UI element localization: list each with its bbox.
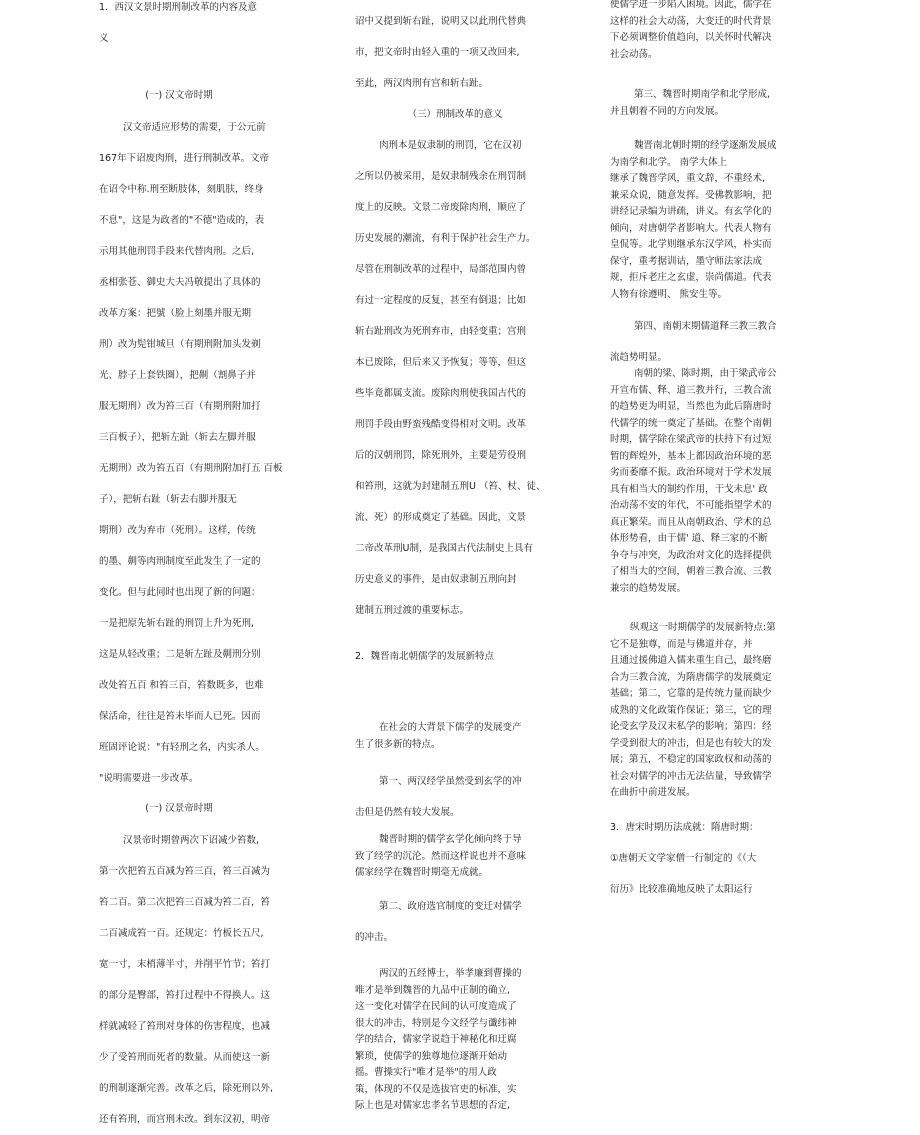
jing-paragraph-line: 二百减成笞一百。还规定：竹板长五尺, [99,928,264,939]
meaning-paragraph [355,130,545,626]
point-3-body-line: 人物有徐遵明、 熊安生等。 [610,288,728,300]
point-2-body-line: 繁琐，使儒学的独尊地位逐渐开始动 [355,1050,508,1062]
section-3-items-line: ①唐朝天文学家僧一行制定的《（大 [610,853,757,864]
section-3-heading [610,812,759,843]
section-2-heading-line: 2．魏晋南北朝儒学的发展新特点 [355,651,495,662]
intro-paragraph-line: 在社会的大背景下儒学的发展变产 [379,722,522,733]
point-4-body-line: 真正繁荣。而且从南朝政治、学术的总 [610,516,772,528]
jing-paragraph-line: 笞二百。第二次把笞三百减为笞二百，笞 [99,897,271,908]
carry-paragraph-line: 至此，两汉肉刑有宫和斩右趾。 [355,78,489,89]
point-3-line: 并且朝着不同的方向发展。 [610,105,725,117]
meaning-paragraph-line: 尽管在刑制改革的过程中，局部范围内曾 [355,264,527,275]
summary-body-line: 它不是独尊，而是与佛道并存，并 [610,638,753,650]
wen-heading-line: (一) 汉文帝时期 [145,90,213,101]
wen-paragraph-line: 丞相张苍、御史大夫冯敬提出了具体的 [99,277,261,288]
jing-paragraph-line: 宽一寸，末梢薄半寸，并削平竹节；笞打 [99,959,271,970]
section-3-heading-line: 3．唐宋时期历法成就：隋唐时期： [610,822,759,833]
point-3-body-line: 讲经记录编为讲疏，讲义。有玄学化的 [610,206,772,217]
point-1-body-line: 儒家经学在魏晋时期毫无成就。 [355,867,489,878]
wen-paragraph-line: 在诏令中称.刑至断肢体，刻肌肤，终身 [99,184,264,195]
wen-paragraph-line: 保活命，往往是笞未毕而人已死。因而 [99,711,261,722]
point-1-line: 击但是仍然有较大发展。 [355,807,460,818]
meaning-paragraph-line: 之所以仍被采用，是奴隶制残余在刑罚制 [355,171,527,182]
meaning-paragraph-line: 建制五刑过渡的重要标志。 [355,605,470,616]
wen-paragraph-line: 167年下诏废肉刑，进行刑制改革。文帝 [99,153,270,164]
section-1-heading [99,0,257,54]
meaning-paragraph-line: 历史意义的事件，是由奴隶制五刑向封 [355,574,517,585]
wen-paragraph-line: "说明需要进一步改革。 [99,773,199,784]
wen-paragraph-line: 期刑）改为弃市（死刑）。这样，传统 [99,525,256,536]
carry-paragraph [355,6,526,99]
point-4-body-line: 暂的辉煌外，基本上都因政治环境的恶 [610,450,772,462]
point-4-line: 第四、南朝末期儒道释三教三教合 [634,321,777,332]
meaning-heading-line: （三）刑制改革的意义 [407,109,503,120]
wen-paragraph-line: 的墨、劓等肉刑制度至此发生了一定的 [99,556,261,567]
wen-heading [99,80,259,111]
point-4-body-line: 了相当大的空间，朝着三教合流、三教 [610,566,772,577]
meaning-heading [355,99,555,130]
point-3-body-line: 倾向，对唐朝学者影响大。代表人物有 [610,222,772,234]
point-4-body-line: 具有相当大的制约作用，干戈未息' 政 [610,483,768,495]
meaning-paragraph-line: 些毕竟都属支流。废除肉刑使我国古代的 [355,388,527,399]
jing-paragraph-line: 汉景帝时期曾两次下诏减少笞数, [123,835,260,846]
meaning-paragraph-line: 刑罚手段由野蛮残酷变得相对文明。改革 [355,419,527,430]
intro-paragraph [355,720,522,753]
wen-paragraph-line: 子），把斩右趾（斩去右脚并服无 [99,494,237,505]
point-2-body-line: 唯才是举到魏晋的九品中正制的确立, [355,984,511,996]
carry-paragraph-line: 诏中又提到斩右趾，说明又以此刑代替典 [355,16,527,27]
section-3-items-line: 衍历》比较准确地反映了太阳运行 [610,884,753,895]
point-4-body-line: 争夺与冲突，为政治对文化的选择提供 [610,549,772,561]
summary-body-line: 在曲折中前进发展。 [610,787,696,798]
wen-paragraph [99,112,283,794]
wen-paragraph-line: 改处笞五百 和笞三百，笞数既多，也难 [99,680,264,691]
wen-paragraph-line: 三百板子），把斩左趾（斩去左脚并服 [99,432,256,443]
carry-paragraph-3-line: 使儒学进一步陷入困境。因此，儒学在 [610,0,772,10]
point-3 [610,87,770,120]
point-2-body-line: 很大的冲击，特别是今文经学与谶纬神 [355,1017,517,1029]
point-4-line: 流趋势明显。 [610,352,668,363]
wen-paragraph-line: 变化。但与此同时也出现了新的问题： [99,587,261,598]
meaning-paragraph-line: 本已废除，但后来又予恢复；等等，但这 [355,357,527,368]
summary-body-line: 基础；第二，它靠的是传统力量而缺少 [610,688,772,699]
wen-paragraph-line: 改革方案：把號（脸上刻墨并服无期 [99,308,252,319]
meaning-paragraph-line: 和笞刑，这就为封建制五刑U （笞、杖、徒、 [355,481,546,492]
summary-body-line: 论受玄学及汉末私学的影响；第四：经 [610,721,772,732]
point-1-body-line: 魏晋时期的儒学玄学化倾向终于导 [379,834,522,845]
meaning-paragraph-line: 肉刑本是奴隶制的刑罚，它在汉初 [379,140,522,151]
point-4 [610,311,777,373]
wen-paragraph-line: 一是把原先斩右趾的刑罚上升为死刑, [99,618,255,629]
summary-body-line: 且通过援佛道入儒来重生自己，最终磨 [610,655,772,666]
jing-heading-line: (一) 汉景帝时期 [145,803,213,814]
point-2-line: 的冲击。 [355,932,394,943]
wen-paragraph-line: 无期刑）改为笞五百（有期刑附加打五 百板 [99,463,283,474]
point-2-body [355,966,522,1115]
jing-paragraph-line: 样就减轻了笞刑对身体的伤害程度，也减 [99,1021,271,1032]
point-2-body-line: 摇。曹操实行"唯才是举"的用人政 [355,1067,497,1078]
intro-paragraph-line: 生了很多新的特点。 [355,738,441,750]
meaning-paragraph-line: 流、死）的形成奠定了基础。因此，文景 [355,512,527,523]
carry-paragraph-3-line: 这样的社会大动荡，大变迁的时代背景 [610,15,772,27]
section-1-heading-line: 1．西汉文景时期刑制改革的内容及意 [99,2,258,13]
point-4-body-line: 代儒学的统一奠定了基础。在整个南朝 [610,417,772,429]
jing-paragraph [99,825,273,1135]
wen-paragraph-line: 不息"，这是为政者的"不德"造成的，表 [99,215,265,226]
point-2-body-line: 际上也是对儒家忠孝名节思想的否定, [355,1100,511,1111]
section-1-heading-line: 义 [99,33,109,44]
wen-paragraph-line: 班固评论说："有轻刑之名，内实杀人。 [99,742,265,753]
point-3-body-line: 魏晋南北朝时期的经学逐渐发展成 [634,140,777,151]
jing-heading [99,793,259,824]
summary-body-line: 成熟的文化政策作保证；第三，它的理 [610,704,772,716]
point-3-body-line: 皇侃等。北学则继承东汉学风，朴实而 [610,239,772,250]
meaning-paragraph-line: 二帝改革刑U制，是我国古代法制史上具有 [355,543,533,554]
meaning-paragraph-line: 斩右趾刑改为死刑弃市，由轻变重；宫刑 [355,326,527,337]
point-1-body-line: 致了经学的沉沦。然而这样说也并不意味 [355,850,527,862]
wen-paragraph-line: 刑）改为髡钳城旦（有期刑附加头发剃 [99,339,261,350]
point-4-body-line: 开宣布儒、释、道三教并行，三教合流 [610,384,772,396]
point-4-body-line: 劣而萎靡不振。政治环境对于学术发展 [610,467,772,478]
section-3-items [610,843,756,905]
point-2 [355,891,522,953]
summary-body-line: 展；第五，不稳定的国家政权和动荡的 [610,754,772,765]
carry-paragraph-3-line: 社会动荡。 [610,48,658,60]
wen-paragraph-line: 汉文帝适应形势的需要，于公元前 [123,122,266,133]
wen-paragraph-line: 这是从轻改重；二是斩左趾及劓刑分别 [99,649,261,660]
point-4-body-line: 的趋势更为明显，当然也为此后隋唐时 [610,401,772,412]
meaning-paragraph-line: 有过一定程度的反复，甚至有倒退；比如 [355,295,527,306]
point-2-body-line: 学的结合，儒家学说趋于神秘化和迂腐 [355,1034,517,1045]
summary-body-line: 社会对儒学的冲击无法估量，导致儒学 [610,770,772,782]
point-3-body [610,138,777,303]
point-1-line: 第一、两汉经学虽然受到玄学的冲 [379,776,522,787]
carry-paragraph-line: 市，把文帝时由轻入重的一项又改回来, [355,47,520,58]
summary-body-line: 学受到很大的冲击，但是也有较大的发 [610,737,772,749]
meaning-paragraph-line: 历史发展的潮流，有利于保护社会生产力。 [355,233,536,244]
point-4-body-line: 时期，儒学除在梁武帝的扶持下有过短 [610,434,772,445]
point-3-body-line: 规，拒斥老庄之玄虚，崇尚儒道。代表 [610,272,772,283]
carry-paragraph-3-line: 下必须调整价值趋向，以关怀时代解决 [610,32,772,43]
summary-body-line: 纵观这一时期儒学的发展新特点:第 [630,622,776,633]
point-4-body [610,366,777,597]
point-3-body-line: 为南学和北学。 南学大体上 [610,156,728,168]
point-3-body-line: 兼采众说，随意发挥。受佛教影响，把 [610,189,772,201]
point-2-body-line: 这一变化对儒学在民间的认可度造成了 [355,1001,517,1012]
point-3-body-line: 保守，重考据训诂，墨守师法家法成 [610,255,763,267]
point-4-body-line: 体形势看，由于儒' 道、释三家的不断 [610,533,768,544]
point-2-body-line: 策，体现的不仅是选拔官吏的标准，实 [355,1083,517,1095]
jing-paragraph-line: 还有笞刑，而宫刑未改。到东汉初，明帝 [99,1114,271,1125]
wen-paragraph-line: 光、脖子上套铁圈），把劓（割鼻子并 [99,370,256,381]
point-3-body-line: 继承了魏晋学风，重文辞，不重经术, [610,173,766,184]
point-4-body-line: 治动荡不安的年代，不可能指望学术的 [610,500,772,511]
jing-paragraph-line: 第一次把笞五百减为笞三百，笞三百减为 [99,866,271,877]
meaning-paragraph-line: 后的汉朝刑罚，除死刑外，主要是劳役刑 [355,450,527,461]
summary-body [610,620,776,802]
carry-paragraph-3 [610,0,772,63]
point-2-body-line: 两汉的五经博士，举孝廉到曹操的 [379,968,522,979]
point-3-line: 第三、魏晋时期南学和北学形成, [634,89,771,100]
point-1 [355,766,522,828]
point-4-body-line: 南朝的梁、陈时期，由于梁武帝公 [634,368,777,379]
point-1-body [355,832,526,882]
point-4-body-line: 兼宗的趋势发展。 [610,582,687,594]
jing-paragraph-line: 少了受笞刑而死者的数量。从而使这一新 [99,1052,271,1063]
meaning-paragraph-line: 度上的反映。文景二帝废除肉刑，顺应了 [355,202,527,213]
wen-paragraph-line: 示用其他刑罚手段来代替肉刑。之后, [99,246,255,257]
jing-paragraph-line: 的刑制逐渐完善。改革之后，除死刑以外, [99,1083,274,1094]
point-2-line: 第二、政府选官制度的变迁对儒学 [379,901,522,912]
section-2-heading [355,641,494,672]
jing-paragraph-line: 的部分是臀部，笞打过程中不得换人。这 [99,990,271,1001]
summary-body-line: 合为三教合流，为隋唐儒学的发展奠定 [610,671,772,683]
wen-paragraph-line: 服无期刑）改为笞三百（有期刑附加打 [99,401,261,412]
